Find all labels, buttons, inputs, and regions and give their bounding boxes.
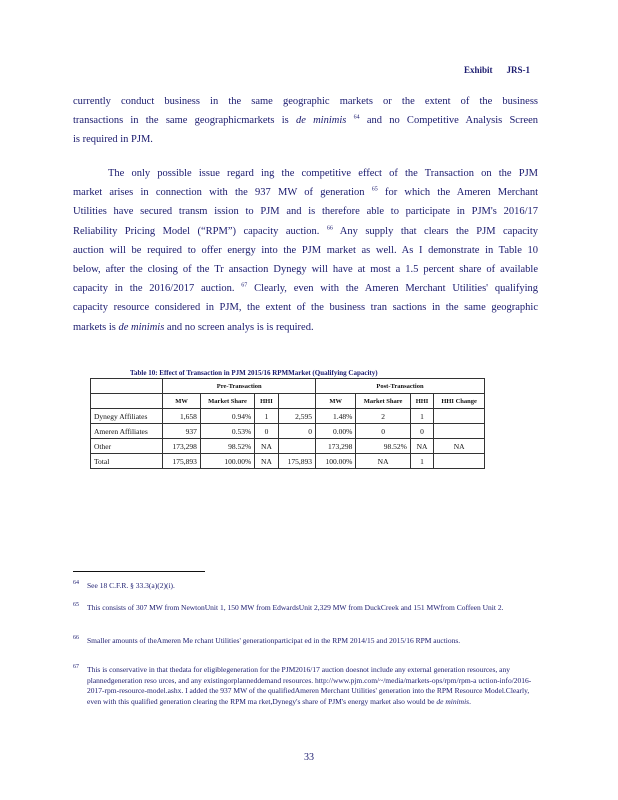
paragraph-2-line-2 (73, 183, 538, 202)
row-label: Other (91, 439, 163, 454)
de-minimis-emphasis: de minimis (295, 115, 347, 126)
cell-hhi-post: NA (356, 454, 410, 469)
col-header-hhi-change: HHI Change (434, 394, 485, 409)
paragraph-1-line-1: currently conduct business in the same geographic markets or the extent of the business (73, 96, 538, 107)
paragraph-2-line-4 (73, 222, 538, 241)
cell-share-post: 1.48% (316, 409, 356, 424)
cell-hhi-post: 2 (356, 409, 410, 424)
cell-empty (434, 424, 485, 439)
table-row (91, 409, 485, 424)
footnote-67-text-b: . I added the 937 MW of the qualifiedAmeren Merchant Utilities' generation into the RPM Resource Model.Clearly, even with this qualified generation clearing the RPM ma rket,Dynegy's share of PJM's energy market also would be (87, 686, 530, 706)
page-number: 33 (304, 752, 314, 763)
pre-transaction-header: Pre-Transaction (163, 379, 316, 394)
p2-l2a: market arises in connection with the 937 MW of generation (73, 187, 365, 199)
table-row (91, 454, 485, 469)
footnote-text: This consists of 307 MW from NewtonUnit 1, 150 MW from EdwardsUnit 2,329 MW from DuckCreek and 151 MWfrom Coffeen Unit 2. (87, 603, 504, 612)
paragraph-2-line-6: below, after the closing of the Tr ansaction Dynegy will have at most a 1.5 percent share of available (73, 264, 538, 276)
cell-share: 0.53% (200, 424, 254, 439)
paragraph-2-line-1: The only possible issue regard ing the competitive effect of the Transaction on the PJM (108, 168, 538, 179)
table-row (91, 424, 485, 439)
paragraph-2 (73, 164, 538, 337)
row-label: Dynegy Affiliates (91, 409, 163, 424)
paragraph-2-line-8: capacity resource considered in PJM, the extent of the business tran sactions in the same geographic (73, 302, 538, 314)
exhibit-label (464, 65, 530, 75)
col-header-hhi: HHI (255, 394, 278, 409)
p2-l9b: and no screen analys is is required. (166, 321, 314, 333)
effect-of-transaction-table (90, 378, 485, 469)
footnote-number: 64 (73, 580, 79, 586)
cell-hhi-post: NA (410, 439, 433, 454)
cell-empty (278, 439, 315, 454)
footnote-ref-65[interactable]: 65 (371, 186, 378, 193)
cell-hhi: NA (255, 454, 278, 469)
footnote-ref-66[interactable]: 66 (326, 225, 333, 232)
cell-share-post: 100.00% (316, 454, 356, 469)
cell-mw: 1,658 (163, 409, 200, 424)
col-header-mw: MW (163, 394, 200, 409)
footnote-64 (73, 581, 543, 592)
post-transaction-header: Post-Transaction (316, 379, 485, 394)
p2-l7b: Clearly, even with the Ameren Merchant Utilities' qualifying (254, 283, 539, 295)
cell-hhi-change: 0 (410, 424, 433, 439)
footnote-divider (73, 571, 205, 572)
cell-mw-post: 2,595 (278, 409, 315, 424)
table-corner (91, 379, 163, 394)
footnote-67-text-a: This is conservative in that thedata for eligiblegeneration for the PJM2016/17 auction doesnot include any external generation resources, any plannedgeneration reso urces, and any existingorplanneddemand resources. (87, 665, 510, 685)
footnote-number: 66 (73, 635, 79, 641)
footnote-text (87, 665, 543, 707)
cell-share: 0.94% (200, 409, 254, 424)
row-label: Ameren Affiliates (91, 424, 163, 439)
exhibit-id: JRS-1 (506, 65, 530, 75)
cell-mw-post: 173,298 (316, 439, 356, 454)
p1-line2-tail: and no Competitive Analysis Screen (366, 115, 539, 126)
footnote-67 (73, 665, 543, 707)
cell-hhi-post: 0 (356, 424, 410, 439)
row-label: Total (91, 454, 163, 469)
cell-share-post: 98.52% (356, 439, 410, 454)
footnote-text: Smaller amounts of theAmeren Me rchant Utilities' generationparticipat ed in the RPM 2014/15 and 2015/16 RPM auctions. (87, 636, 461, 645)
col-header-blank (91, 394, 163, 409)
paragraph-2-line-7 (73, 279, 538, 298)
cell-mw-post: 175,893 (278, 454, 315, 469)
p1-line2-text: transactions in the same geographicmarkets is (73, 115, 289, 126)
footnote-66 (73, 636, 543, 647)
col-header-market-share: Market Share (200, 394, 254, 409)
footnote-ref-67[interactable]: 67 (241, 282, 248, 289)
cell-hhi: 0 (255, 424, 278, 439)
cell-empty (434, 454, 485, 469)
de-minimis-emphasis-2: de minimis (118, 321, 165, 333)
cell-hhi: NA (255, 439, 278, 454)
col-header-market-share-post: Market Share (356, 394, 410, 409)
paragraph-1-line-2 (73, 111, 538, 130)
cell-mw: 173,298 (163, 439, 200, 454)
footnote-67-tail: . (469, 696, 471, 706)
p2-l4a: Reliability Pricing Model (“RPM”) capacity auction. (73, 225, 320, 237)
p2-l4b: Any supply that clears the PJM capacity (339, 225, 538, 237)
paragraph-2-line-5: auction will be required to offer energy into the PJM market as well. As I demonstrate in Table 10 (73, 244, 538, 256)
footnote-67-emphasis: de minimis (436, 696, 470, 706)
p2-l2b: for which the Ameren Merchant (384, 187, 539, 199)
footnote-number: 67 (73, 664, 79, 670)
table-group-header-row (91, 379, 485, 394)
table-row (91, 439, 485, 454)
col-header-hhi-post: HHI (410, 394, 433, 409)
paragraph-2-line-9 (73, 318, 538, 337)
p2-l7a: capacity in the 2016/2017 auction. (73, 283, 235, 295)
footnote-text: See 18 C.F.R. § 33.3(a)(2)(i). (87, 581, 175, 590)
exhibit-word: Exhibit (463, 65, 493, 75)
cell-share-post: 0.00% (316, 424, 356, 439)
paragraph-2-line-3: Utilities have secured transm ission to PJM and is therefore able to participate in PJM's 2016/17 (73, 206, 538, 218)
col-header-mw-post: MW (316, 394, 356, 409)
cell-share: 98.52% (200, 439, 254, 454)
pjm-resource-model-link[interactable]: http://www.pjm.com/~/media/markets-ops/rpm/rpm-a uction-info/2016-2017-rpm-resource-model.ashx (87, 675, 532, 695)
cell-share: 100.00% (200, 454, 254, 469)
table-column-header-row (91, 394, 485, 409)
paragraph-1 (73, 92, 538, 149)
footnote-ref-64[interactable]: 64 (353, 114, 360, 121)
cell-hhi-change: 1 (410, 409, 433, 424)
paragraph-1-line-3: is required in PJM. (73, 134, 153, 145)
cell-mw: 937 (163, 424, 200, 439)
table-caption: Table 10: Effect of Transaction in PJM 2015/16 RPMMarket (Qualifying Capacity) (130, 369, 378, 377)
p2-l9a: markets is (73, 321, 116, 333)
footnote-number: 65 (73, 602, 79, 608)
cell-mw-post: 0 (278, 424, 315, 439)
cell-hhi-change: NA (434, 439, 485, 454)
cell-hhi-change: 1 (410, 454, 433, 469)
cell-empty (434, 409, 485, 424)
cell-hhi: 1 (255, 409, 278, 424)
cell-mw: 175,893 (163, 454, 200, 469)
footnote-65 (73, 603, 543, 614)
col-header-blank-2 (278, 394, 315, 409)
